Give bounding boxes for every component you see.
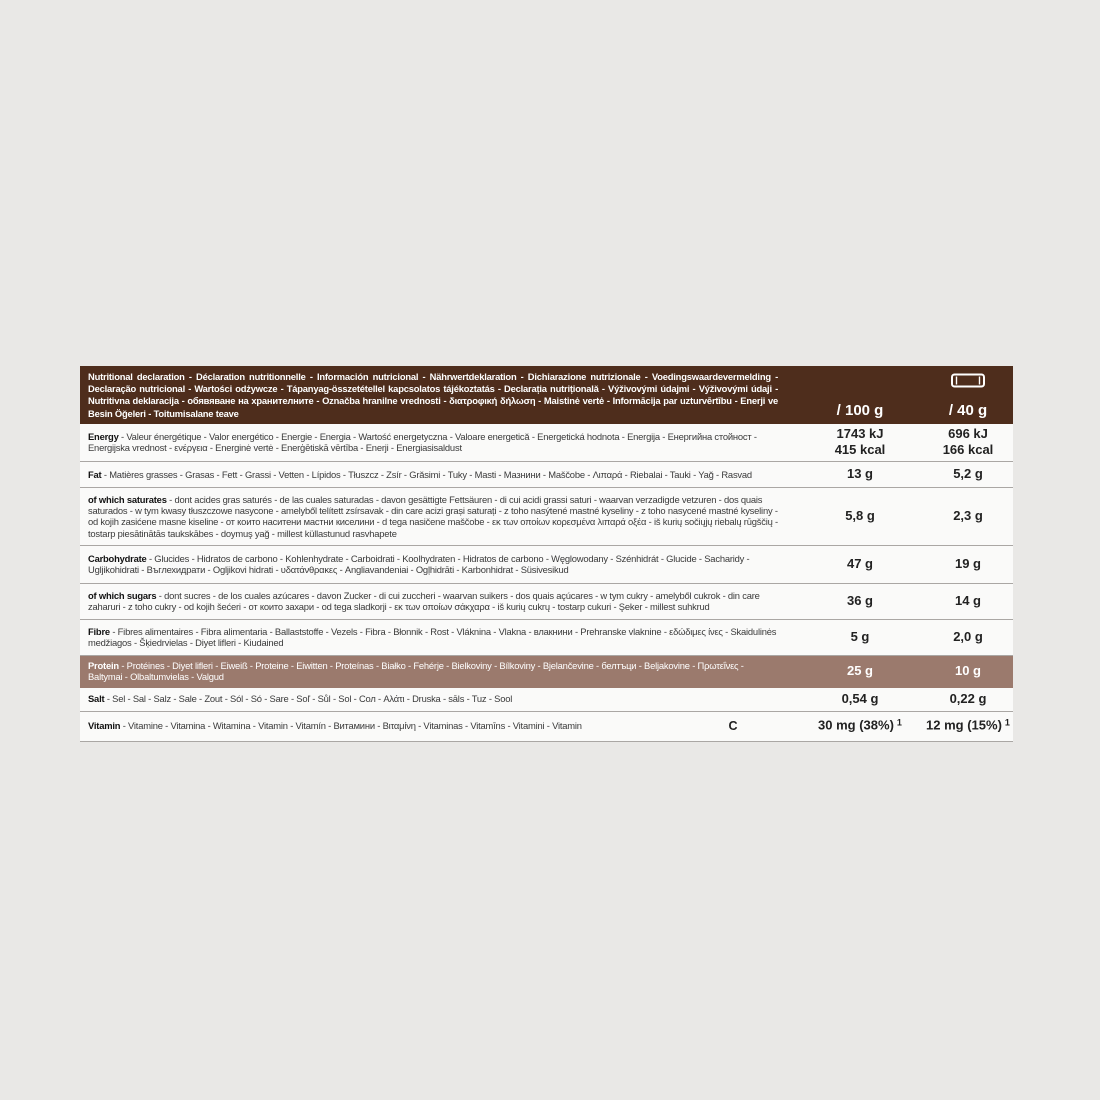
row-salt-label: Salt - Sel - Sal - Salz - Sale - Zout - Sól - Só - Sare - Soľ - Sůl - Sol - Сол - Αλάτι - Druska - sāls - Tuz - Sool xyxy=(88,693,513,705)
row-saturates xyxy=(80,488,1013,546)
row-protein-label: Protein - Protéines - Diyet lifleri - Eiweiß - Proteine - Eiwitten - Proteínas - Białko - Fehérje - Bielkoviny - Bílkoviny - Bjelančevine - белтъци - Beljakovine - Πρωτεΐνες - Baltymai - Olbaltumvielas - Valgud xyxy=(88,659,744,683)
row-energy-value-per-100g: 1743 kJ 415 kcal xyxy=(834,426,886,458)
row-fat-value-per-40g: 5,2 g xyxy=(953,466,983,482)
row-vitamin-value-per-100g: 30 mg (38%) $^1$ xyxy=(818,717,902,733)
row-carbohydrate-value-per-100g: 47 g xyxy=(846,556,873,572)
row-energy-value-per-40g: 696 kJ 166 kcal xyxy=(942,426,994,458)
header-col-per-40g: / 40 g xyxy=(948,401,988,419)
row-energy xyxy=(80,424,1013,462)
row-saturates-value-per-40g: 2,3 g xyxy=(953,508,983,524)
row-vitamin-letter: C xyxy=(728,719,738,734)
row-fat-label: Fat - Matières grasses - Grasas - Fett - Grassi - Vetten - Lípidos - Tłuszcz - Zsír - Grăsimi - Tuky - Masti - Мазнини - Maščobe - Λιπαρά - Riebalai - Tauki - Yağ - Rasvad xyxy=(88,468,752,480)
row-fibre-label: Fibre - Fibres alimentaires - Fibra alimentaria - Ballaststoffe - Vezels - Fibra - Błonnik - Rost - Vláknina - Vlakna - влакнини - Prehranske vlaknine - εδώδιμες ίνες - Skaidulinės medžiagos - Šķiedrvielas - Diyet lifleri - Kiudained xyxy=(88,625,777,649)
row-carbohydrate-label: Carbohydrate - Glucides - Hidratos de carbono - Kohlenhydrate - Carboidrati - Koolhydraten - Hidratos de carbono - Węglowodany - Szénhidrát - Glucide - Sacharidy - Ugljikohidrati - Въглехидрати - Ogljikovi hidrati - υδατάνθρακες - Angliavandeniai - Ogļhidrāti - Karbonhidrat - Süsivesikud xyxy=(88,552,750,576)
bar-icon-container xyxy=(918,373,1018,393)
row-salt-value-per-40g: 0,22 g xyxy=(949,691,987,707)
table-body xyxy=(80,424,1013,742)
row-fat xyxy=(80,462,1013,488)
row-protein-value-per-100g: 25 g xyxy=(846,663,873,679)
footnote-marker: 1 xyxy=(1004,717,1010,728)
row-carbohydrate-value-per-40g: 19 g xyxy=(954,556,981,572)
row-sugars xyxy=(80,584,1013,620)
header-title-multilingual: Nutritional declaration - Déclaration nutritionnelle - Información nutricional - Nährwertdeklaration - Dichiarazione nutrizionale - Voedingswaardevermelding - Declaração nutricional - Wartości odżywcze - Tápanyag-összetétellel kapcsolatos tájékoztatás - Declarația nutrițională - Výživovými údajmi - Výživovými údaji - Nutritivna deklaracija - обявяване на хранителните - Označba hranilne vrednosti - διατροφική δήλωση - Maistinė vertė - Informācija par uzturvērtību - Enerji ve Besin Öğeleri - Toitumisalane teave xyxy=(88,371,778,419)
nutrition-table xyxy=(80,366,1013,742)
row-salt xyxy=(80,688,1013,712)
row-vitamin xyxy=(80,712,1013,742)
row-saturates-label: of which saturates - dont acides gras saturés - de las cuales saturadas - davon gesättigte Fettsäuren - di cui acidi grassi saturi - waarvan verzadigde vetzuren - dos quais saturados - w tym kwasy tłuszczowe nasycone - amelyből telített zsírsavak - din care acizi grași saturați - z toho nasýtené mastné kyseliny - z toho nasycené mastné kyseliny - od kojih zasićene masne kiseline - от които наситени мастни киселини - d tega nasičene maščobe - εκ των οποίων κορεσμένα λιπαρά οξέα - iš kurių sočiųjų riebalų rūgščių - tostarp piesātinātās taukskābes - doymuş yağ - millest küllastunud rasvhapete xyxy=(88,493,778,539)
row-saturates-value-per-100g: 5,8 g xyxy=(845,508,875,524)
row-salt-value-per-100g: 0,54 g xyxy=(841,691,879,707)
row-sugars-value-per-100g: 36 g xyxy=(846,593,873,609)
bar-icon xyxy=(950,373,986,388)
footnote-marker: 1 xyxy=(896,717,902,728)
header-col-per-100g: / 100 g xyxy=(836,401,884,419)
row-fat-value-per-100g: 13 g xyxy=(846,466,873,482)
row-carbohydrate xyxy=(80,546,1013,584)
row-protein-value-per-40g: 10 g xyxy=(954,663,981,679)
row-fibre xyxy=(80,620,1013,656)
row-fibre-value-per-100g: 5 g xyxy=(850,629,870,645)
row-sugars-value-per-40g: 14 g xyxy=(954,593,981,609)
row-fibre-value-per-40g: 2,0 g xyxy=(953,629,983,645)
row-vitamin-value-per-40g: 12 mg (15%) $^1$ xyxy=(926,717,1010,733)
row-vitamin-label: Vitamin - Vitamine - Vitamina - Witamina - Vitamin - Vitamín - Витамини - Βιταμίνη - Vitaminas - Vitamīns - Vitamini - Vitamin xyxy=(88,720,582,732)
table-header xyxy=(80,366,1013,424)
row-protein xyxy=(80,656,1013,688)
row-energy-label: Energy - Valeur énergétique - Valor energético - Energie - Energia - Wartość energetyczna - Valoare energetică - Energetická hodnota - Energija - Енергийна стойност - Energijska vrednost - ενέργεια - Energinė vertė - Enerģētiskā vērtība - Enerji - Energiasisaldust xyxy=(88,430,757,454)
row-sugars-label: of which sugars - dont sucres - de los cuales azúcares - davon Zucker - di cui zuccheri - waarvan suikers - dos quais açúcares - w tym cukry - amelyből cukrok - din care zaharuri - z toho cukry - od kojih šećeri - от които захари - od tega sladkorji - εκ των οποίων σάκχαρα - iš kurių cukrų - tostarp cukuri - Şeker - millest suhkrud xyxy=(88,589,760,613)
